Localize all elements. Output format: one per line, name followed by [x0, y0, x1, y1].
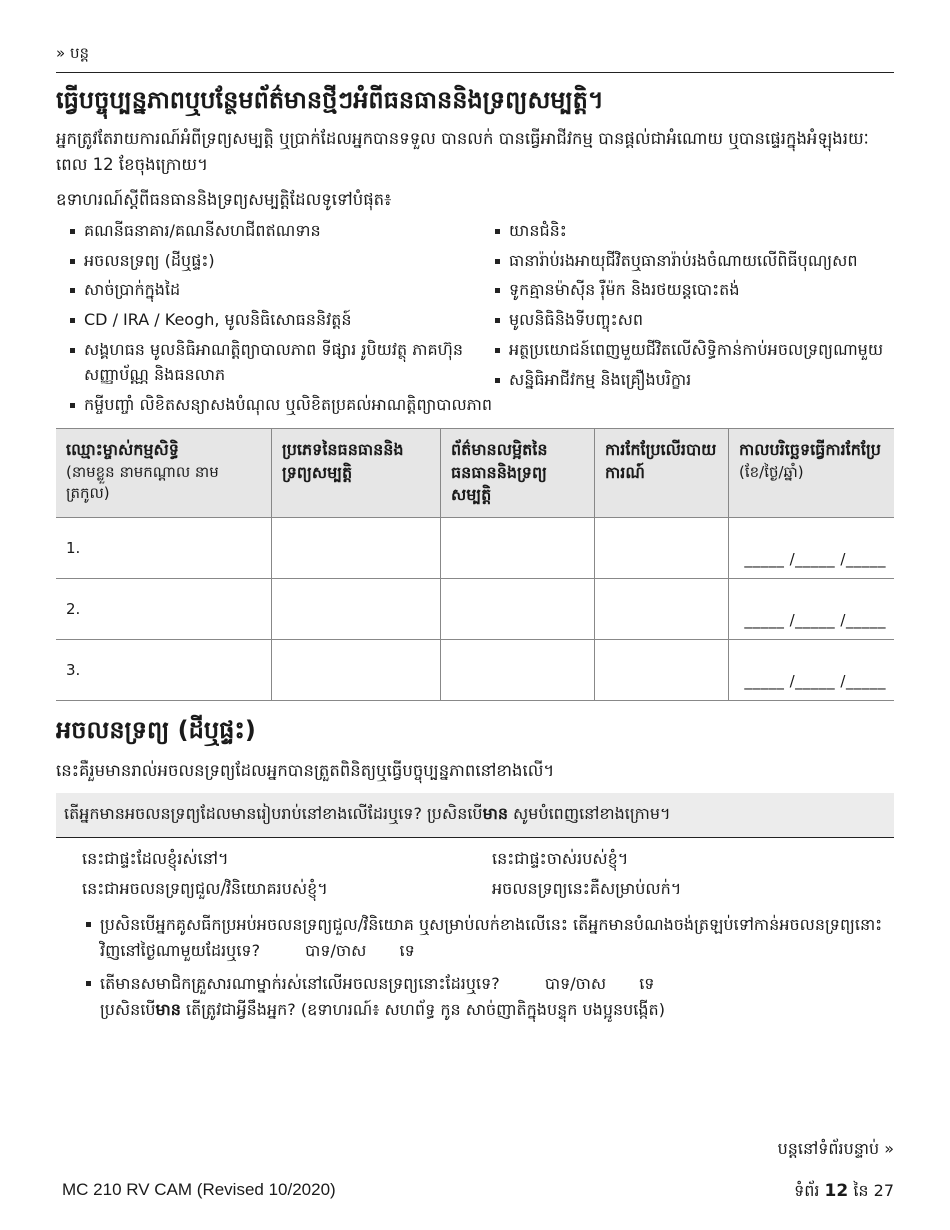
report-change-cell[interactable]: [595, 639, 729, 700]
no-option[interactable]: ទេ: [399, 940, 415, 960]
examples-lists: [56, 219, 894, 423]
list-item: ទូកគ្មានម៉ាស៊ីន រ៉ឺម៉ក និងរថយន្តបោះតង់: [495, 278, 885, 303]
list-item: តើមានសមាជិកគ្រួសារណាម្នាក់រស់នៅលើអចលនទ្រព្យនោះដែរឬទេ? បាទ/ចាស ទេ ប្រសិនបើមាន តើត្រូវជាអ្វីនឹងអ្នក? (ឧទាហរណ៍៖ សហព័ទ្ធ កូន សាច់ញាតិក្នុងបន្ទុក បងប្អូនបង្កើត): [86, 971, 894, 1022]
list-item: មូលនិធិនិងទីបញ្ចុះសព: [495, 308, 885, 333]
assets-table: [56, 428, 894, 700]
list-item: គណនីធនាគារ/គណនីសហជីពឥណទាន: [70, 219, 495, 244]
section-intro: អ្នកត្រូវតែរាយការណ៍អំពីទ្រព្យសម្បត្តិ ឬប្រាក់ដែលអ្នកបានទទួល បានលក់ បានធ្វើអាជីវកម្ម បានផ្តល់ជាអំណោយ ឬបានផ្ទេរក្នុងអំឡុងរយៈពេល 12 ខែចុងក្រោយ។: [56, 129, 869, 174]
row-number: 3.: [66, 660, 81, 679]
real-estate-title: អចលនទ្រព្យ (ដីឬផ្ទះ): [56, 715, 256, 744]
report-change-cell[interactable]: [595, 517, 729, 578]
examples-heading: ឧទាហរណ៍ស្តីពីធនធាននិងទ្រព្យសម្បត្តិដែលទូទៅបំផុត៖: [56, 190, 392, 210]
change-date-cell[interactable]: [729, 517, 895, 578]
list-item: អត្ថប្រយោជន៍ពេញមួយជីវិតលើសិទ្ធិកាន់កាប់អចលទ្រព្យណាមួយ: [495, 338, 885, 363]
header-change-date: កាលបរិច្ឆេទធ្វើការកែប្រែ (ខែ/ថ្ងៃ/ឆ្នាំ): [729, 429, 895, 517]
property-checkboxes: [82, 848, 894, 902]
asset-type-cell[interactable]: [272, 578, 441, 639]
list-item: យានជំនិះ: [495, 219, 885, 244]
yes-option[interactable]: បាទ/ចាស: [305, 940, 367, 960]
header-report-change: ការកែប្រែលើរបាយការណ៍: [595, 429, 729, 517]
return-intent-question: ប្រសិនបើអ្នកគូសធីកប្រអប់អចលនទ្រព្យជួល/វិនិយោគ ឬសម្រាប់លក់ខាងលើនេះ តើអ្នកមានបំណងចង់ត្រឡប់ទៅកាន់អចលនទ្រព្យនោះវិញនៅថ្ងៃណាមួយដែរឬទេ?: [100, 915, 883, 960]
yes-option[interactable]: បាទ/ចាស: [544, 974, 607, 994]
real-estate-intro: នេះគឺរួមមានរាល់អចលនទ្រព្យដែលអ្នកបានត្រួតពិនិត្យឬធ្វើបច្ចុប្បន្នភាពនៅខាងលើ។: [56, 760, 555, 780]
list-item: CD / IRA / Keogh, មូលនិធិសោធននិវត្តន៍: [70, 308, 495, 333]
asset-type-cell[interactable]: [272, 639, 441, 700]
asset-type-cell[interactable]: [272, 517, 441, 578]
change-date-cell[interactable]: [729, 639, 895, 700]
table-row: [56, 517, 894, 578]
list-item: សង្គហធន មូលនិធិអាណត្តិព្យាបាលភាព ទីផ្សារ រូបិយវត្ថុ ភាគហ៊ុន សញ្ញាប័ណ្ណ និងធនលាភ: [70, 338, 495, 388]
checkbox-for-sale[interactable]: អចលនទ្រព្យនេះគឺសម្រាប់លក់។: [492, 879, 682, 899]
header-asset-details: ព័ត៌មានលម្អិតនៃធនធាននិងទ្រព្យសម្បត្តិ: [441, 429, 595, 517]
list-item: សាច់ប្រាក់ក្នុងដៃ: [70, 278, 495, 303]
form-id: MC 210 RV CAM (Revised 10/2020): [62, 1180, 336, 1199]
header-asset-type: ប្រភេទនៃធនធាននិងទ្រព្យសម្បត្តិ: [272, 429, 441, 517]
form-page: [56, 44, 894, 1031]
list-item: កម្ចីបញ្ចាំ លិខិតសន្យាសងបំណុល ឬលិខិតប្រគល់អាណត្តិព្យាបាលភាព: [70, 393, 495, 418]
continued-label: » បន្ត: [56, 44, 894, 73]
family-living-question: តើមានសមាជិកគ្រួសារណាម្នាក់រស់នៅលើអចលនទ្រព្យនោះដែរឬទេ?: [100, 974, 500, 994]
date-blank: _____ /_____ /_____: [744, 610, 886, 629]
row-number: 2.: [66, 599, 81, 618]
date-blank: _____ /_____ /_____: [744, 671, 886, 690]
list-item: អចលនទ្រព្យ (ដីឬផ្ទះ): [70, 249, 495, 274]
section-title: ធ្វើបច្ចុប្បន្នភាពឬបន្ថែមព័ត៌មានថ្មីៗអំពីធនធាននិងទ្រព្យសម្បត្តិ។: [56, 86, 604, 114]
asset-details-cell[interactable]: [441, 517, 595, 578]
table-header-row: [56, 429, 894, 517]
owner-name-cell[interactable]: [56, 517, 272, 578]
list-item: សន្និធិអាជីវកម្ម និងគ្រឿងបរិក្ខារ: [495, 368, 885, 393]
real-estate-question: តើអ្នកមានអចលនទ្រព្យដែលមានរៀបរាប់នៅខាងលើដែរឬទេ? ប្រសិនបើមាន សូមបំពេញនៅខាងក្រោម។: [56, 793, 894, 838]
examples-left-list: [70, 219, 495, 423]
date-blank: _____ /_____ /_____: [744, 549, 886, 568]
checkbox-rental-investment[interactable]: នេះជាអចលនទ្រព្យជួល/វិនិយោគរបស់ខ្ញុំ។: [82, 879, 328, 899]
no-option[interactable]: ទេ: [639, 974, 655, 994]
header-owner-name: ឈ្មោះម្ចាស់កម្មសិទ្ធិ (នាមខ្លួន នាមកណ្តាល នាមត្រកូល): [56, 429, 272, 517]
checkbox-former-home[interactable]: នេះជាផ្ទះចាស់របស់ខ្ញុំ។: [492, 849, 629, 869]
change-date-cell[interactable]: [729, 578, 895, 639]
examples-right-list: [495, 219, 885, 423]
table-row: [56, 639, 894, 700]
asset-details-cell[interactable]: [441, 639, 595, 700]
owner-name-cell[interactable]: [56, 639, 272, 700]
owner-name-cell[interactable]: [56, 578, 272, 639]
table-row: [56, 578, 894, 639]
checkbox-home-i-live-in[interactable]: នេះជាផ្ទះដែលខ្ញុំរស់នៅ។: [82, 849, 229, 869]
followup-questions: [86, 912, 894, 1022]
page-number: ទំព័រ 12 នៃ 27: [794, 1181, 894, 1201]
report-change-cell[interactable]: [595, 578, 729, 639]
list-item: [86, 912, 894, 963]
continue-next-page: បន្តនៅទំព័របន្ទាប់ »: [777, 1139, 894, 1158]
list-item: ធានារ៉ាប់រងអាយុជីវិតឬធានារ៉ាប់រងចំណាយលើពិធីបុណ្យសព: [495, 249, 885, 274]
asset-details-cell[interactable]: [441, 578, 595, 639]
row-number: 1.: [66, 538, 81, 557]
